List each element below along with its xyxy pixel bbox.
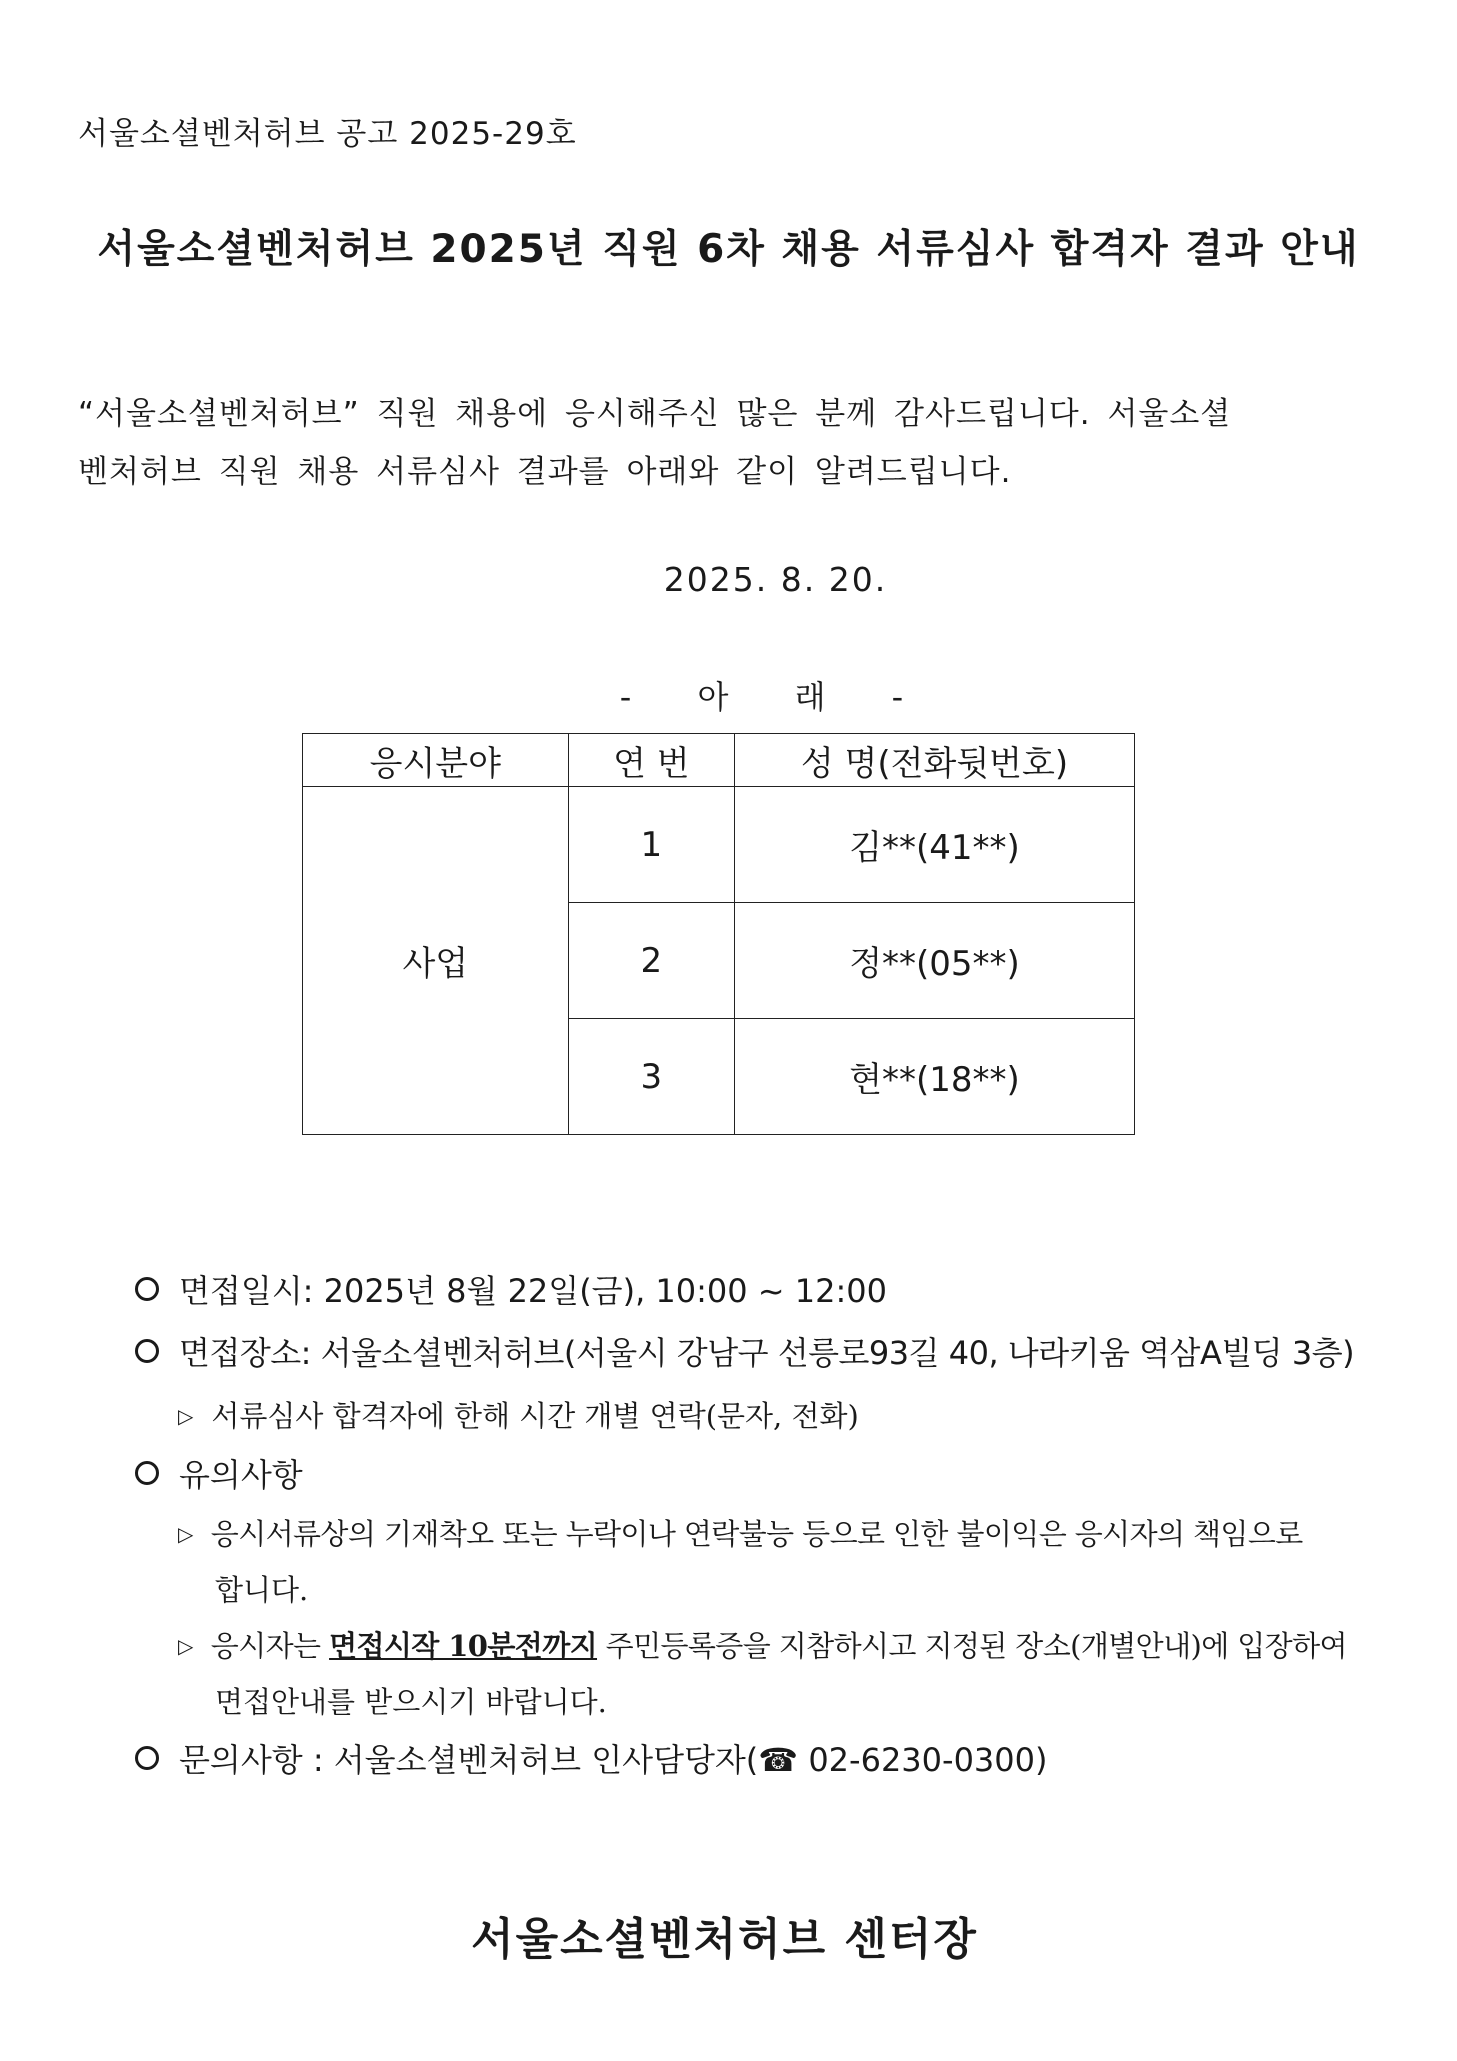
name-cell: 정**(05**) xyxy=(735,903,1135,1019)
document-title: 서울소셜벤처허브 2025년 직원 6차 채용 서류심사 합격자 결과 안내 xyxy=(97,227,1360,272)
triangle-bullet-icon: ▷ xyxy=(178,1404,194,1428)
cautions-heading-text: 유의사항 xyxy=(179,1456,303,1494)
cautions-heading xyxy=(135,1450,303,1496)
interview-place-note xyxy=(178,1394,859,1435)
circle-bullet-icon xyxy=(135,1277,159,1301)
caution-1 xyxy=(178,1512,1303,1553)
header-name: 성 명(전화뒷번호) xyxy=(735,734,1135,787)
interview-place-text: 면접장소: 서울소셜벤처허브(서울시 강남구 선릉로93길 40, 나라키움 역삼A빌딩 3층) xyxy=(179,1334,1355,1372)
announcement-date xyxy=(0,560,1457,599)
name-cell: 현**(18**) xyxy=(735,1019,1135,1135)
caution-2-post: 주민등록증을 지참하시고 지정된 장소(개별안내)에 입장하여 xyxy=(597,1629,1347,1663)
table-header-row xyxy=(303,734,1135,787)
intro-line-1: “서울소셜벤처허브” 직원 채용에 응시해주신 많은 분께 감사드립니다. 서울소셜 xyxy=(78,396,1232,432)
below-marker-text: - 아 래 - xyxy=(619,678,932,716)
circle-bullet-icon xyxy=(135,1339,159,1363)
triangle-bullet-icon: ▷ xyxy=(178,1634,193,1658)
intro-paragraph xyxy=(78,385,1368,501)
caution-1-line-2: 합니다. xyxy=(215,1573,309,1607)
caution-2-pre: 응시자는 xyxy=(210,1629,330,1663)
signer-text: 서울소셜벤처허브 센터장 xyxy=(471,1914,978,1965)
caution-1-line-1: 응시서류상의 기재착오 또는 누락이나 연락불능 등으로 인한 불이익은 응시자의 책임으로 xyxy=(210,1517,1303,1551)
interview-place-note-text: 서류심사 합격자에 한해 시간 개별 연락(문자, 전화) xyxy=(211,1399,859,1433)
number-cell: 3 xyxy=(568,1019,734,1135)
triangle-bullet-icon: ▷ xyxy=(178,1522,193,1546)
caution-2-line-2: 면접안내를 받으시기 바랍니다. xyxy=(215,1685,607,1719)
interview-place xyxy=(135,1328,1354,1374)
table-row xyxy=(303,787,1135,903)
header-field: 응시분야 xyxy=(303,734,569,787)
inquiry-text: 문의사항 : 서울소셜벤처허브 인사담당자(☎ 02-6230-0300) xyxy=(179,1741,1048,1779)
circle-bullet-icon xyxy=(135,1746,159,1770)
number-cell: 1 xyxy=(568,787,734,903)
field-cell: 사업 xyxy=(303,787,569,1135)
interview-datetime-text: 면접일시: 2025년 8월 22일(금), 10:00 ~ 12:00 xyxy=(179,1272,888,1310)
intro-line-2: 벤처허브 직원 채용 서류심사 결과를 아래와 같이 알려드립니다. xyxy=(78,454,1012,490)
circle-bullet-icon xyxy=(135,1461,159,1485)
date-text: 2025. 8. 20. xyxy=(663,560,888,599)
header-number: 연 번 xyxy=(568,734,734,787)
number-cell: 2 xyxy=(568,903,734,1019)
caution-2 xyxy=(178,1624,1347,1665)
inquiry xyxy=(135,1735,1048,1781)
notice-number: 서울소셜벤처허브 공고 2025-29호 xyxy=(78,116,577,152)
name-cell: 김**(41**) xyxy=(735,787,1135,903)
results-table xyxy=(302,733,1135,1135)
caution-2-emphasis: 면접시작 10분전까지 xyxy=(329,1629,598,1663)
interview-datetime xyxy=(135,1266,887,1312)
below-marker xyxy=(0,672,1457,718)
signer xyxy=(0,1903,1457,1967)
